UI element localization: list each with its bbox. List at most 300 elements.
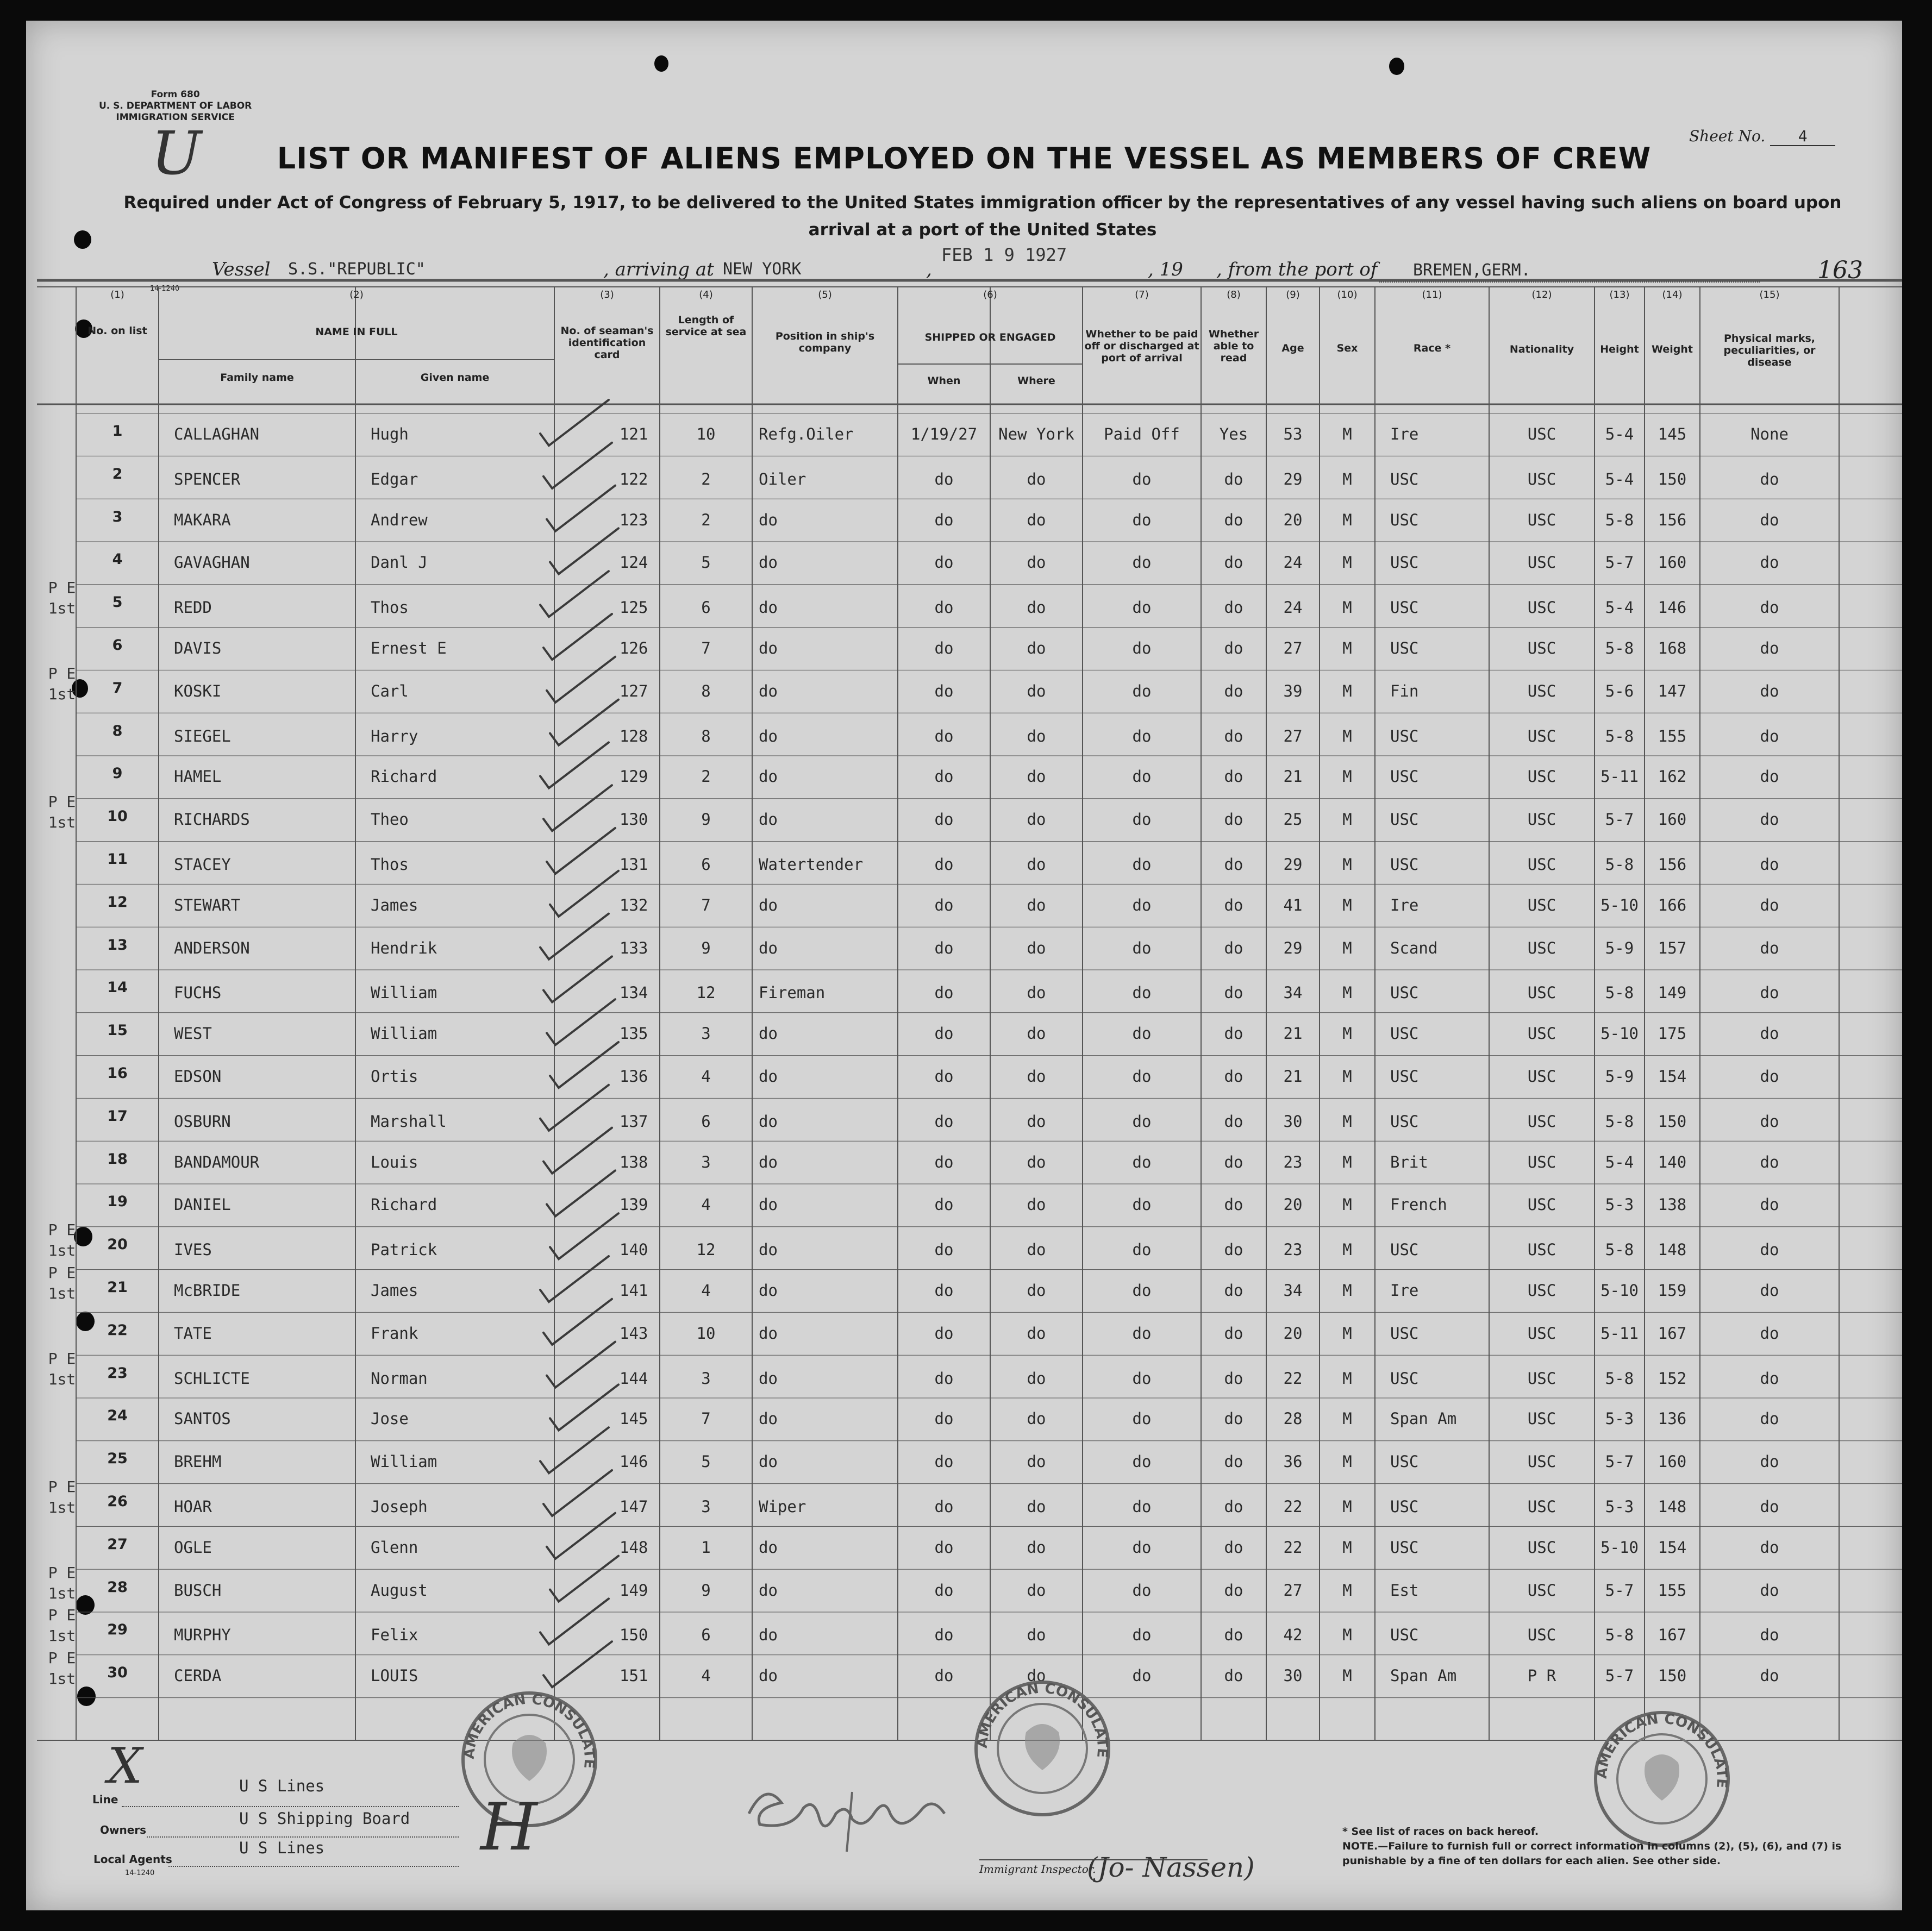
id-card: 151 <box>620 1666 648 1685</box>
nationality: USC <box>1527 767 1556 786</box>
sex: M <box>1342 1452 1352 1471</box>
header-length-service: Length of service at sea <box>665 314 747 338</box>
height: 5-7 <box>1605 810 1634 829</box>
physical-marks: do <box>1760 726 1779 745</box>
age: 34 <box>1283 983 1303 1002</box>
race: USC <box>1390 1369 1419 1388</box>
able-to-read: do <box>1224 1452 1243 1471</box>
position: Watertender <box>759 855 864 874</box>
shipped-when: do <box>934 639 954 657</box>
given-name: William <box>371 983 437 1002</box>
length-service: 9 <box>701 1581 711 1600</box>
shipped-where: do <box>1027 510 1046 529</box>
margin-note: P E 1st <box>48 579 76 618</box>
family-name: FUCHS <box>174 983 222 1002</box>
length-service: 12 <box>696 983 716 1002</box>
sex: M <box>1342 726 1352 745</box>
height: 5-7 <box>1605 1581 1634 1600</box>
shipped-where: do <box>1027 639 1046 657</box>
sex: M <box>1342 469 1352 488</box>
sex: M <box>1342 1626 1352 1645</box>
family-name: SPENCER <box>174 469 241 488</box>
sex: M <box>1342 1152 1352 1171</box>
nationality: USC <box>1527 598 1556 617</box>
sex: M <box>1342 810 1352 829</box>
position: do <box>759 681 778 700</box>
row-number: 9 <box>112 765 123 782</box>
owners-value: U S Shipping Board <box>239 1809 410 1828</box>
length-service: 5 <box>701 553 711 572</box>
height: 5-3 <box>1605 1497 1634 1516</box>
position: do <box>759 895 778 914</box>
weight: 145 <box>1658 425 1687 443</box>
height: 5-3 <box>1605 1409 1634 1428</box>
id-card: 135 <box>620 1024 648 1043</box>
nationality: USC <box>1527 510 1556 529</box>
able-to-read: do <box>1224 1067 1243 1086</box>
race: Est <box>1390 1581 1419 1600</box>
nationality: USC <box>1527 1112 1556 1131</box>
paid-off: do <box>1132 855 1152 874</box>
id-card: 141 <box>620 1281 648 1300</box>
race: Ire <box>1390 425 1419 443</box>
paid-off: do <box>1132 639 1152 657</box>
age: 27 <box>1283 1581 1303 1600</box>
age: 27 <box>1283 639 1303 657</box>
height: 5-8 <box>1605 1112 1634 1131</box>
header-able-read: Whether able to read <box>1208 328 1259 364</box>
header-sex: Sex <box>1336 342 1358 354</box>
date-stamp: FEB 1 9 1927 <box>941 244 1067 265</box>
footnote <box>1342 1825 1864 1869</box>
height: 5-10 <box>1600 1281 1639 1300</box>
family-name: WEST <box>174 1024 212 1043</box>
inspector-note: (Jo- Nassen) <box>1087 1852 1255 1883</box>
sheet-number-label: Sheet No. <box>1689 127 1766 145</box>
length-service: 2 <box>701 510 711 529</box>
sex: M <box>1342 639 1352 657</box>
footer-form-code: 14-1240 <box>125 1869 155 1877</box>
given-name: James <box>371 1281 418 1300</box>
shipped-where: do <box>1027 938 1046 957</box>
weight: 160 <box>1658 553 1687 572</box>
paid-off: do <box>1132 726 1152 745</box>
physical-marks: do <box>1760 1112 1779 1131</box>
sex: M <box>1342 1240 1352 1259</box>
shipped-when: do <box>934 726 954 745</box>
weight: 146 <box>1658 598 1687 617</box>
family-name: STEWART <box>174 895 241 914</box>
family-name: OGLE <box>174 1538 212 1557</box>
able-to-read: do <box>1224 1581 1243 1600</box>
height: 5-10 <box>1600 895 1639 914</box>
row-number: 1 <box>112 423 123 440</box>
shipped-when: do <box>934 1112 954 1131</box>
service-name: IMMIGRATION SERVICE <box>116 112 235 123</box>
physical-marks: do <box>1760 681 1779 700</box>
shipped-when: do <box>934 1067 954 1086</box>
given-name: Thos <box>371 855 409 874</box>
race: USC <box>1390 1024 1419 1043</box>
column-number: (9) <box>1286 289 1300 300</box>
page-title: LIST OR MANIFEST OF ALIENS EMPLOYED ON THE VESSEL AS MEMBERS OF CREW <box>277 141 1652 175</box>
length-service: 9 <box>701 938 711 957</box>
race: USC <box>1390 1497 1419 1516</box>
sex: M <box>1342 1195 1352 1214</box>
physical-marks: do <box>1760 510 1779 529</box>
race: USC <box>1390 469 1419 488</box>
position: do <box>759 510 778 529</box>
age: 20 <box>1283 1324 1303 1343</box>
position: Wiper <box>759 1497 806 1516</box>
shipped-when: do <box>934 1626 954 1645</box>
nationality: USC <box>1527 1281 1556 1300</box>
height: 5-7 <box>1605 553 1634 572</box>
family-name: SANTOS <box>174 1409 231 1428</box>
able-to-read: do <box>1224 681 1243 700</box>
sex: M <box>1342 510 1352 529</box>
length-service: 6 <box>701 1112 711 1131</box>
shipped-when: do <box>934 1240 954 1259</box>
age: 22 <box>1283 1497 1303 1516</box>
family-name: SCHLICTE <box>174 1369 250 1388</box>
race: USC <box>1390 1240 1419 1259</box>
row-number: 13 <box>107 936 128 954</box>
nationality: USC <box>1527 639 1556 657</box>
margin-note: P E 1st <box>48 664 76 703</box>
physical-marks: do <box>1760 1240 1779 1259</box>
sex: M <box>1342 1581 1352 1600</box>
shipped-when: do <box>934 1281 954 1300</box>
sex: M <box>1342 1067 1352 1086</box>
family-name: STACEY <box>174 855 231 874</box>
height: 5-8 <box>1605 639 1634 657</box>
row-number: 3 <box>112 508 123 525</box>
shipped-where: do <box>1027 1626 1046 1645</box>
length-service: 7 <box>701 895 711 914</box>
race: USC <box>1390 726 1419 745</box>
column-number: (10) <box>1337 289 1358 300</box>
paid-off: do <box>1132 1538 1152 1557</box>
race: Scand <box>1390 938 1438 957</box>
length-service: 5 <box>701 1452 711 1471</box>
position: do <box>759 767 778 786</box>
able-to-read: do <box>1224 895 1243 914</box>
owners-label: Owners <box>100 1823 147 1836</box>
length-service: 10 <box>696 1324 716 1343</box>
column-number: (8) <box>1227 289 1241 300</box>
form-number: Form 680 <box>151 89 200 100</box>
sex: M <box>1342 1538 1352 1557</box>
family-name: MURPHY <box>174 1626 231 1645</box>
able-to-read: do <box>1224 1369 1243 1388</box>
position: do <box>759 553 778 572</box>
position: do <box>759 1452 778 1471</box>
nationality: USC <box>1527 681 1556 700</box>
margin-note: P E 1st <box>48 1563 76 1602</box>
row-number: 22 <box>107 1321 128 1339</box>
weight: 157 <box>1658 938 1687 957</box>
shipped-where: do <box>1027 1152 1046 1171</box>
given-name: Edgar <box>371 469 418 488</box>
physical-marks: do <box>1760 1666 1779 1685</box>
physical-marks: do <box>1760 1626 1779 1645</box>
given-name: Patrick <box>371 1240 437 1259</box>
family-name: DANIEL <box>174 1195 231 1214</box>
position: do <box>759 1369 778 1388</box>
paid-off: do <box>1132 1112 1152 1131</box>
row-number: 12 <box>107 893 128 911</box>
weight: 138 <box>1658 1195 1687 1214</box>
header-position: Position in ship's company <box>775 330 875 354</box>
physical-marks: do <box>1760 639 1779 657</box>
position: do <box>759 1324 778 1343</box>
id-card: 129 <box>620 767 648 786</box>
physical-marks: do <box>1760 1581 1779 1600</box>
shipped-where: do <box>1027 553 1046 572</box>
weight: 175 <box>1658 1024 1687 1043</box>
sex: M <box>1342 983 1352 1002</box>
shipped-when: do <box>934 1452 954 1471</box>
nationality: USC <box>1527 553 1556 572</box>
age: 36 <box>1283 1452 1303 1471</box>
shipped-where: do <box>1027 1281 1046 1300</box>
age: 24 <box>1283 598 1303 617</box>
physical-marks: do <box>1760 1324 1779 1343</box>
shipped-where: do <box>1027 1452 1046 1471</box>
height: 5-8 <box>1605 510 1634 529</box>
sex: M <box>1342 681 1352 700</box>
department-name: U. S. DEPARTMENT OF LABOR <box>99 101 252 111</box>
given-name: Andrew <box>371 510 428 529</box>
weight: 160 <box>1658 1452 1687 1471</box>
row-number: 28 <box>107 1578 128 1596</box>
shipped-where: do <box>1027 1581 1046 1600</box>
race: French <box>1390 1195 1447 1214</box>
sex: M <box>1342 895 1352 914</box>
vessel-label: Vessel <box>212 259 271 280</box>
age: 29 <box>1283 855 1303 874</box>
paid-off: do <box>1132 767 1152 786</box>
row-number: 8 <box>112 722 123 739</box>
race: Fin <box>1390 681 1419 700</box>
weight: 167 <box>1658 1324 1687 1343</box>
length-service: 10 <box>696 425 716 443</box>
able-to-read: do <box>1224 1024 1243 1043</box>
able-to-read: do <box>1224 553 1243 572</box>
id-card: 125 <box>620 598 648 617</box>
shipped-when: do <box>934 1324 954 1343</box>
nationality: USC <box>1527 1324 1556 1343</box>
id-card: 140 <box>620 1240 648 1259</box>
position: Fireman <box>759 983 826 1002</box>
id-card: 127 <box>620 681 648 700</box>
length-service: 4 <box>701 1666 711 1685</box>
length-service: 3 <box>701 1152 711 1171</box>
arriving-port: NEW YORK <box>723 260 802 279</box>
weight: 152 <box>1658 1369 1687 1388</box>
family-name: GAVAGHAN <box>174 553 250 572</box>
id-card: 128 <box>620 726 648 745</box>
weight: 168 <box>1658 639 1687 657</box>
physical-marks: do <box>1760 983 1779 1002</box>
sex: M <box>1342 938 1352 957</box>
row-number: 25 <box>107 1450 128 1468</box>
row-number: 17 <box>107 1107 128 1125</box>
paid-off: do <box>1132 1409 1152 1428</box>
height: 5-8 <box>1605 1626 1634 1645</box>
id-card: 143 <box>620 1324 648 1343</box>
able-to-read: do <box>1224 1409 1243 1428</box>
shipped-where: do <box>1027 855 1046 874</box>
header-given-name: Given name <box>420 372 490 384</box>
position: do <box>759 810 778 829</box>
shipped-when: do <box>934 810 954 829</box>
column-number: (12) <box>1531 289 1552 300</box>
id-card: 122 <box>620 469 648 488</box>
weight: 156 <box>1658 510 1687 529</box>
nationality: USC <box>1527 1452 1556 1471</box>
nationality: USC <box>1527 855 1556 874</box>
length-service: 6 <box>701 855 711 874</box>
age: 29 <box>1283 469 1303 488</box>
row-number: 6 <box>112 637 123 654</box>
physical-marks: do <box>1760 1369 1779 1388</box>
family-name: HOAR <box>174 1497 212 1516</box>
sex: M <box>1342 1369 1352 1388</box>
paid-off: do <box>1132 1281 1152 1300</box>
shipped-where: do <box>1027 1067 1046 1086</box>
shipped-when: do <box>934 855 954 874</box>
shipped-where: do <box>1027 983 1046 1002</box>
able-to-read: do <box>1224 1195 1243 1214</box>
race: USC <box>1390 1538 1419 1557</box>
shipped-where: do <box>1027 1369 1046 1388</box>
position: Refg.Oiler <box>759 425 854 443</box>
height: 5-8 <box>1605 983 1634 1002</box>
shipped-when: do <box>934 1024 954 1043</box>
given-name: Theo <box>371 810 409 829</box>
nationality: USC <box>1527 1409 1556 1428</box>
id-card: 136 <box>620 1067 648 1086</box>
age: 25 <box>1283 810 1303 829</box>
shipped-when: 1/19/27 <box>910 425 978 443</box>
position: do <box>759 1626 778 1645</box>
able-to-read: do <box>1224 1281 1243 1300</box>
weight: 167 <box>1658 1626 1687 1645</box>
from-port-label: , from the port of <box>1216 259 1378 280</box>
weight: 166 <box>1658 895 1687 914</box>
row-number: 10 <box>107 808 128 825</box>
able-to-read: do <box>1224 810 1243 829</box>
weight: 160 <box>1658 810 1687 829</box>
able-to-read: do <box>1224 1240 1243 1259</box>
race: USC <box>1390 1112 1419 1131</box>
race: USC <box>1390 598 1419 617</box>
height: 5-4 <box>1605 425 1634 443</box>
weight: 159 <box>1658 1281 1687 1300</box>
race: USC <box>1390 1452 1419 1471</box>
header-physical-marks: Physical marks, peculiarities, or disease <box>1723 333 1816 368</box>
age: 53 <box>1283 425 1303 443</box>
weight: 148 <box>1658 1240 1687 1259</box>
nationality: USC <box>1527 983 1556 1002</box>
arriving-label: , arriving at <box>603 259 714 280</box>
margin-note: P E 1st <box>48 1649 76 1688</box>
length-service: 6 <box>701 1626 711 1645</box>
age: 24 <box>1283 553 1303 572</box>
length-service: 3 <box>701 1497 711 1516</box>
row-number: 7 <box>112 679 123 697</box>
shipped-when: do <box>934 1369 954 1388</box>
family-name: EDSON <box>174 1067 222 1086</box>
weight: 140 <box>1658 1152 1687 1171</box>
physical-marks: do <box>1760 767 1779 786</box>
physical-marks: do <box>1760 469 1779 488</box>
able-to-read: do <box>1224 1626 1243 1645</box>
header-name-in-full: NAME IN FULL <box>315 326 398 338</box>
height: 5-6 <box>1605 681 1634 700</box>
row-number: 21 <box>107 1279 128 1296</box>
column-number: (13) <box>1609 289 1630 300</box>
nationality: P R <box>1527 1666 1556 1685</box>
paid-off: do <box>1132 1369 1152 1388</box>
row-number: 11 <box>107 851 128 868</box>
length-service: 2 <box>701 469 711 488</box>
age: 30 <box>1283 1666 1303 1685</box>
shipped-where: do <box>1027 1024 1046 1043</box>
family-name: CERDA <box>174 1666 222 1685</box>
height: 5-9 <box>1605 938 1634 957</box>
row-number: 30 <box>107 1664 128 1682</box>
shipped-when: do <box>934 1195 954 1214</box>
paid-off: do <box>1132 469 1152 488</box>
vessel-name: S.S."REPUBLIC" <box>288 260 426 279</box>
race: Span Am <box>1390 1409 1457 1428</box>
weight: 150 <box>1658 1666 1687 1685</box>
row-number: 4 <box>112 551 123 568</box>
margin-note: P E 1st <box>48 1606 76 1645</box>
position: do <box>759 726 778 745</box>
able-to-read: do <box>1224 469 1243 488</box>
inspector-underline <box>979 1859 1208 1860</box>
row-number: 29 <box>107 1621 128 1639</box>
nationality: USC <box>1527 895 1556 914</box>
footnote-races: * See list of races on back hereof. <box>1342 1826 1539 1838</box>
race: USC <box>1390 553 1419 572</box>
position: do <box>759 1152 778 1171</box>
agents-underline <box>168 1866 459 1867</box>
sex: M <box>1342 1281 1352 1300</box>
shipped-where: do <box>1027 1538 1046 1557</box>
able-to-read: do <box>1224 598 1243 617</box>
nationality: USC <box>1527 1024 1556 1043</box>
row-number: 26 <box>107 1493 128 1510</box>
height: 5-4 <box>1605 598 1634 617</box>
header-no-on-list: No. on list <box>87 325 147 337</box>
given-name: Louis <box>371 1152 418 1171</box>
family-name: SIEGEL <box>174 726 231 745</box>
weight: 155 <box>1658 726 1687 745</box>
age: 42 <box>1283 1626 1303 1645</box>
sex: M <box>1342 1324 1352 1343</box>
race: USC <box>1390 855 1419 874</box>
page-number: 163 <box>1817 256 1863 284</box>
form-code: 14-1240 <box>150 285 180 293</box>
age: 23 <box>1283 1240 1303 1259</box>
header-when: When <box>927 375 961 387</box>
column-number: (3) <box>600 289 614 300</box>
